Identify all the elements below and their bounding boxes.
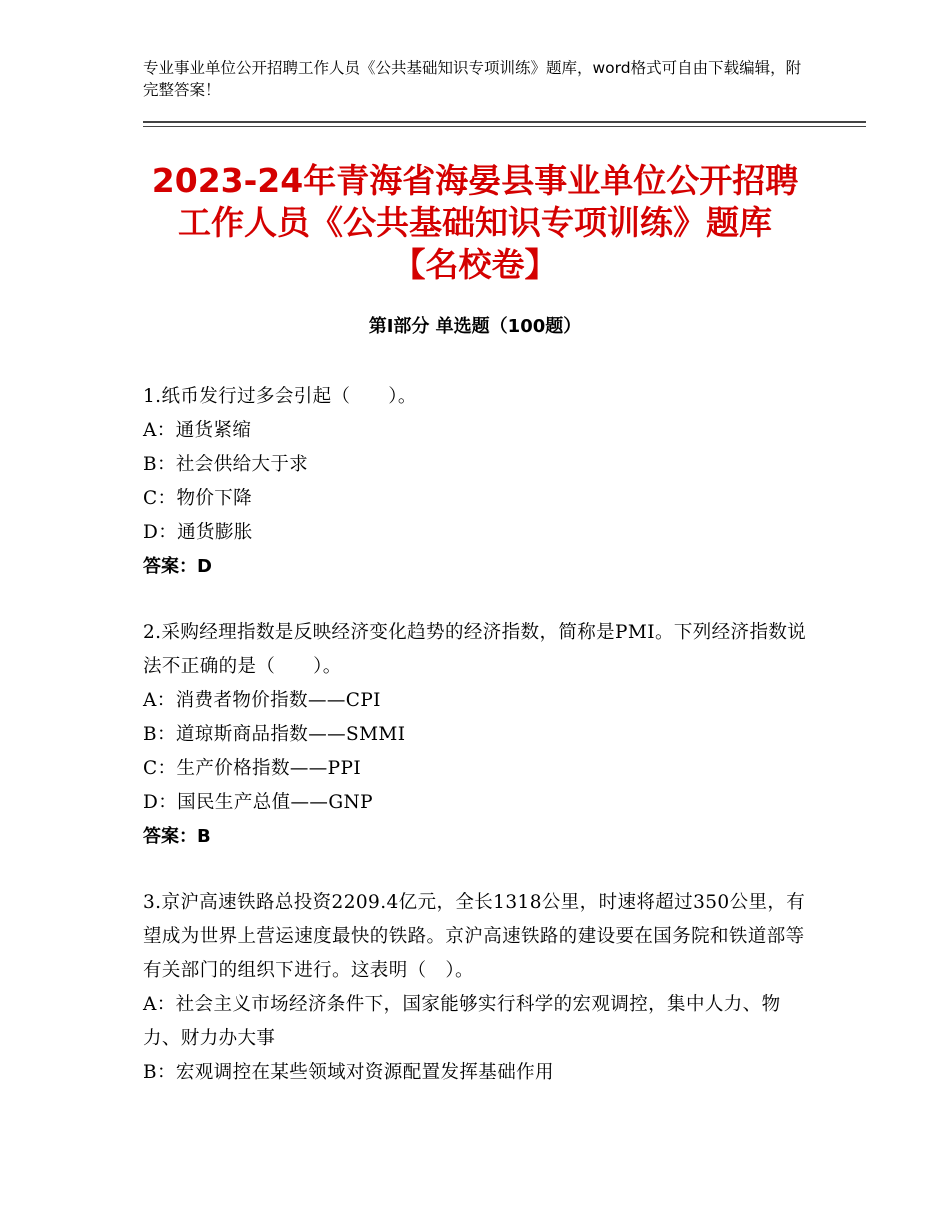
header-note: 专业事业单位公开招聘工作人员《公共基础知识专项训练》题库，word格式可自由下载编辑，附完整答案！ (143, 59, 802, 99)
question-2 (143, 616, 813, 854)
option-b: B：宏观调控在某些领域对资源配置发挥基础作用 (143, 1062, 554, 1083)
page-title (100, 160, 850, 286)
title-line-1: 2023-24年青海省海晏县事业单位公开招聘 (151, 161, 799, 200)
option-a: A：消费者物价指数——CPI (143, 690, 381, 711)
question-3 (143, 886, 813, 1090)
option-b: B：道琼斯商品指数——SMMI (143, 724, 406, 745)
header-divider (143, 121, 866, 127)
option-a: A：社会主义市场经济条件下，国家能够实行科学的宏观调控，集中人力、物力、财力办大事 (143, 994, 781, 1049)
question-stem: 2.采购经理指数是反映经济变化趋势的经济指数，简称是PMI。下列经济指数说法不正确的是（ ）。 (143, 622, 807, 677)
option-b: B：社会供给大于求 (143, 454, 309, 475)
answer-label: 答案：D (143, 556, 212, 577)
section-heading: 第Ⅰ部分 单选题（100题） (368, 316, 582, 337)
question-stem: 3.京沪高速铁路总投资2209.4亿元，全长1318公里，时速将超过350公里，有望成为世界上营运速度最快的铁路。京沪高速铁路的建设要在国务院和铁道部等有关部门的组织下进行。这表明（ ）。 (143, 892, 806, 981)
question-stem: 1.纸币发行过多会引起（ ）。 (143, 386, 417, 407)
option-d: D：通货膨胀 (143, 522, 253, 543)
option-c: C：生产价格指数——PPI (143, 758, 362, 779)
option-a: A：通货紧缩 (143, 420, 252, 441)
title-line-2: 工作人员《公共基础知识专项训练》题库 (178, 203, 772, 242)
answer-label: 答案：B (143, 826, 211, 847)
question-1 (143, 380, 813, 584)
option-d: D：国民生产总值——GNP (143, 792, 373, 813)
option-c: C：物价下降 (143, 488, 253, 509)
title-line-3: 【名校卷】 (392, 245, 558, 284)
question-list (143, 380, 813, 1122)
